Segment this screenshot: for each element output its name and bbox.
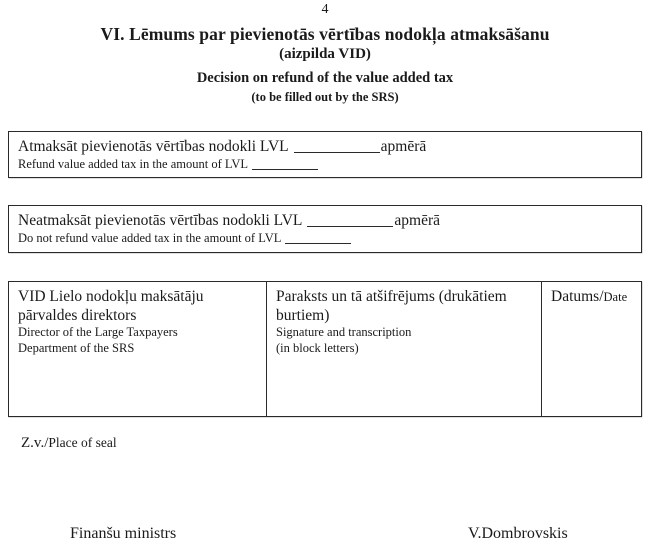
director-title-en-line2: Department of the SRS — [18, 340, 135, 355]
document-title-en: Decision on refund of the value added tax — [196, 70, 454, 86]
refund-statement-lv — [9, 132, 641, 156]
date-label — [551, 287, 635, 307]
refund-statement-lv-suffix: apmērā — [380, 138, 427, 155]
no-refund-statement-en-prefix: Do not refund value added tax in the amount of LVL — [18, 231, 282, 245]
date-label-en: Date — [603, 290, 628, 304]
refund-amount-blank-lv[interactable] — [294, 152, 380, 153]
document-title-lv: VI. Lēmums par pievienotās vērtības nodokļa atmaksāšanu — [100, 24, 550, 44]
signature-table-cell-signature[interactable] — [267, 282, 542, 416]
signature-label-en-line1: Signature and transcription — [276, 325, 412, 339]
no-refund-statement-lv-prefix: Neatmaksāt pievienotās vērtības nodokli LVL — [18, 212, 303, 229]
minister-label: Finanšu ministrs — [70, 525, 177, 542]
no-refund-amount-blank-lv[interactable] — [307, 226, 393, 227]
no-refund-amount-blank-en[interactable] — [285, 243, 351, 244]
no-refund-statement-lv — [9, 206, 641, 230]
document-title-en-subtitle: (to be filled out by the SRS) — [251, 90, 399, 104]
place-of-seal-lv: Z.v./ — [21, 435, 49, 451]
no-refund-statement-box — [8, 205, 642, 253]
signature-label-lv-line1: Paraksts un tā atšifrējums (drukātiem — [276, 288, 507, 305]
director-title-lv-line1: VID Lielo nodokļu maksātāju — [18, 288, 204, 305]
document-title-lv-subtitle: (aizpilda VID) — [279, 46, 371, 62]
document-header — [0, 24, 650, 105]
place-of-seal-en: Place of seal — [48, 435, 117, 450]
refund-statement-lv-prefix: Atmaksāt pievienotās vērtības nodokli LVL — [18, 138, 289, 155]
signature-table-cell-date[interactable] — [542, 282, 641, 416]
refund-amount-blank-en[interactable] — [252, 169, 318, 170]
date-label-lv: Datums/ — [551, 288, 604, 305]
page-number: 4 — [321, 2, 329, 17]
signature-table — [8, 281, 642, 417]
director-title-lv-line2: pārvaldes direktors — [18, 307, 137, 324]
refund-statement-en — [9, 156, 641, 172]
place-of-seal-note — [21, 434, 117, 452]
no-refund-statement-en — [9, 230, 641, 246]
director-title-en-line1: Director of the Large Taxpayers — [18, 325, 178, 339]
footer-signature-row — [0, 524, 650, 550]
signature-label-lv-line2: burtiem) — [276, 307, 330, 324]
no-refund-statement-lv-suffix: apmērā — [394, 212, 440, 229]
signature-label-en-line2: (in block letters) — [276, 340, 359, 355]
signature-table-cell-director — [9, 282, 267, 416]
refund-statement-box — [8, 131, 642, 178]
refund-statement-en-prefix: Refund value added tax in the amount of LVL — [18, 157, 249, 171]
minister-name: V.Dombrovskis — [468, 525, 568, 542]
